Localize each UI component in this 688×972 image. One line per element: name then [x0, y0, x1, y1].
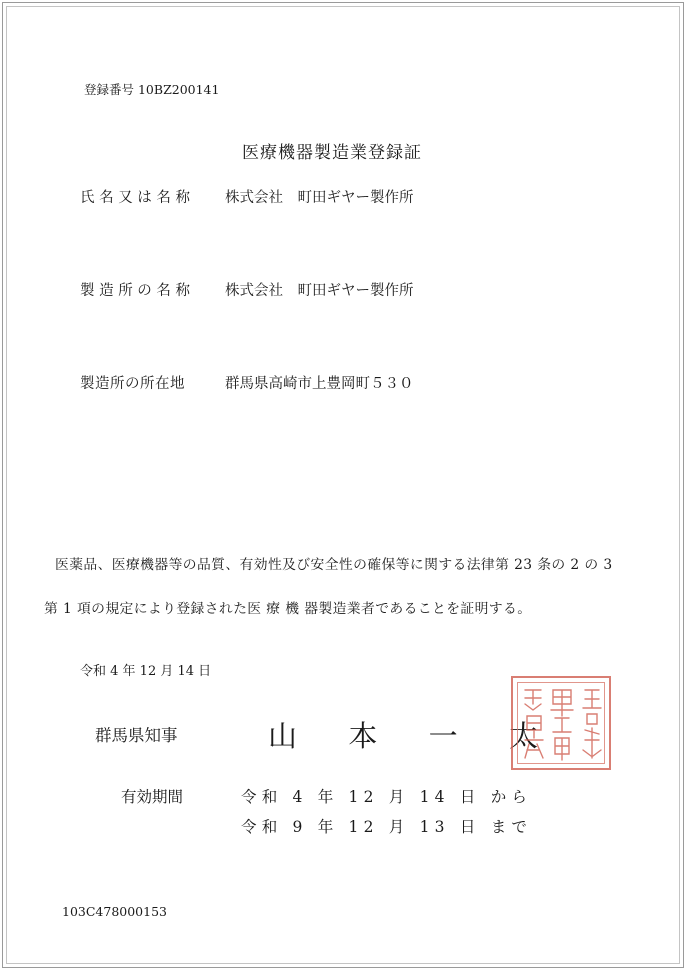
- governor-title: 群馬県知事: [95, 726, 178, 745]
- official-seal-glyphs: [513, 678, 613, 772]
- governor-name-char: 山: [268, 719, 298, 753]
- certificate-title: 医療機器製造業登録証: [242, 143, 422, 163]
- issue-date: 令和 4 年 12 月 14 日: [80, 664, 212, 679]
- certification-text-line-2: 第 1 項の規定により登録された医 療 機 器製造業者であることを証明する。: [44, 601, 532, 617]
- location-label: 製造所の所在地: [80, 376, 185, 392]
- registration-number: 登録番号 10BZ200141: [84, 82, 220, 97]
- location-value: 群馬県高崎市上豊岡町５３０: [225, 376, 414, 392]
- validity-label: 有効期間: [121, 788, 184, 806]
- governor-name-char: 太: [508, 719, 538, 753]
- validity-from: 令和 4 年 12 月 14 日 から: [241, 788, 533, 806]
- governor-name: [268, 716, 538, 756]
- document-number: 103C478000153: [62, 904, 167, 919]
- governor-name-char: 一: [428, 719, 458, 753]
- official-seal: [508, 676, 611, 770]
- certification-text-line-1: 医薬品、医療機器等の品質、有効性及び安全性の確保等に関する法律第 23 条の 2 の 3: [55, 557, 613, 573]
- facility-label: 製造所の名称: [80, 283, 195, 299]
- facility-value: 株式会社 町田ギヤー製作所: [225, 283, 414, 299]
- validity-to: 令和 9 年 12 月 13 日 まで: [241, 818, 533, 836]
- governor-name-char: 本: [348, 719, 378, 753]
- name-value: 株式会社 町田ギヤー製作所: [225, 190, 414, 206]
- name-label: 氏名又は名称: [80, 190, 195, 206]
